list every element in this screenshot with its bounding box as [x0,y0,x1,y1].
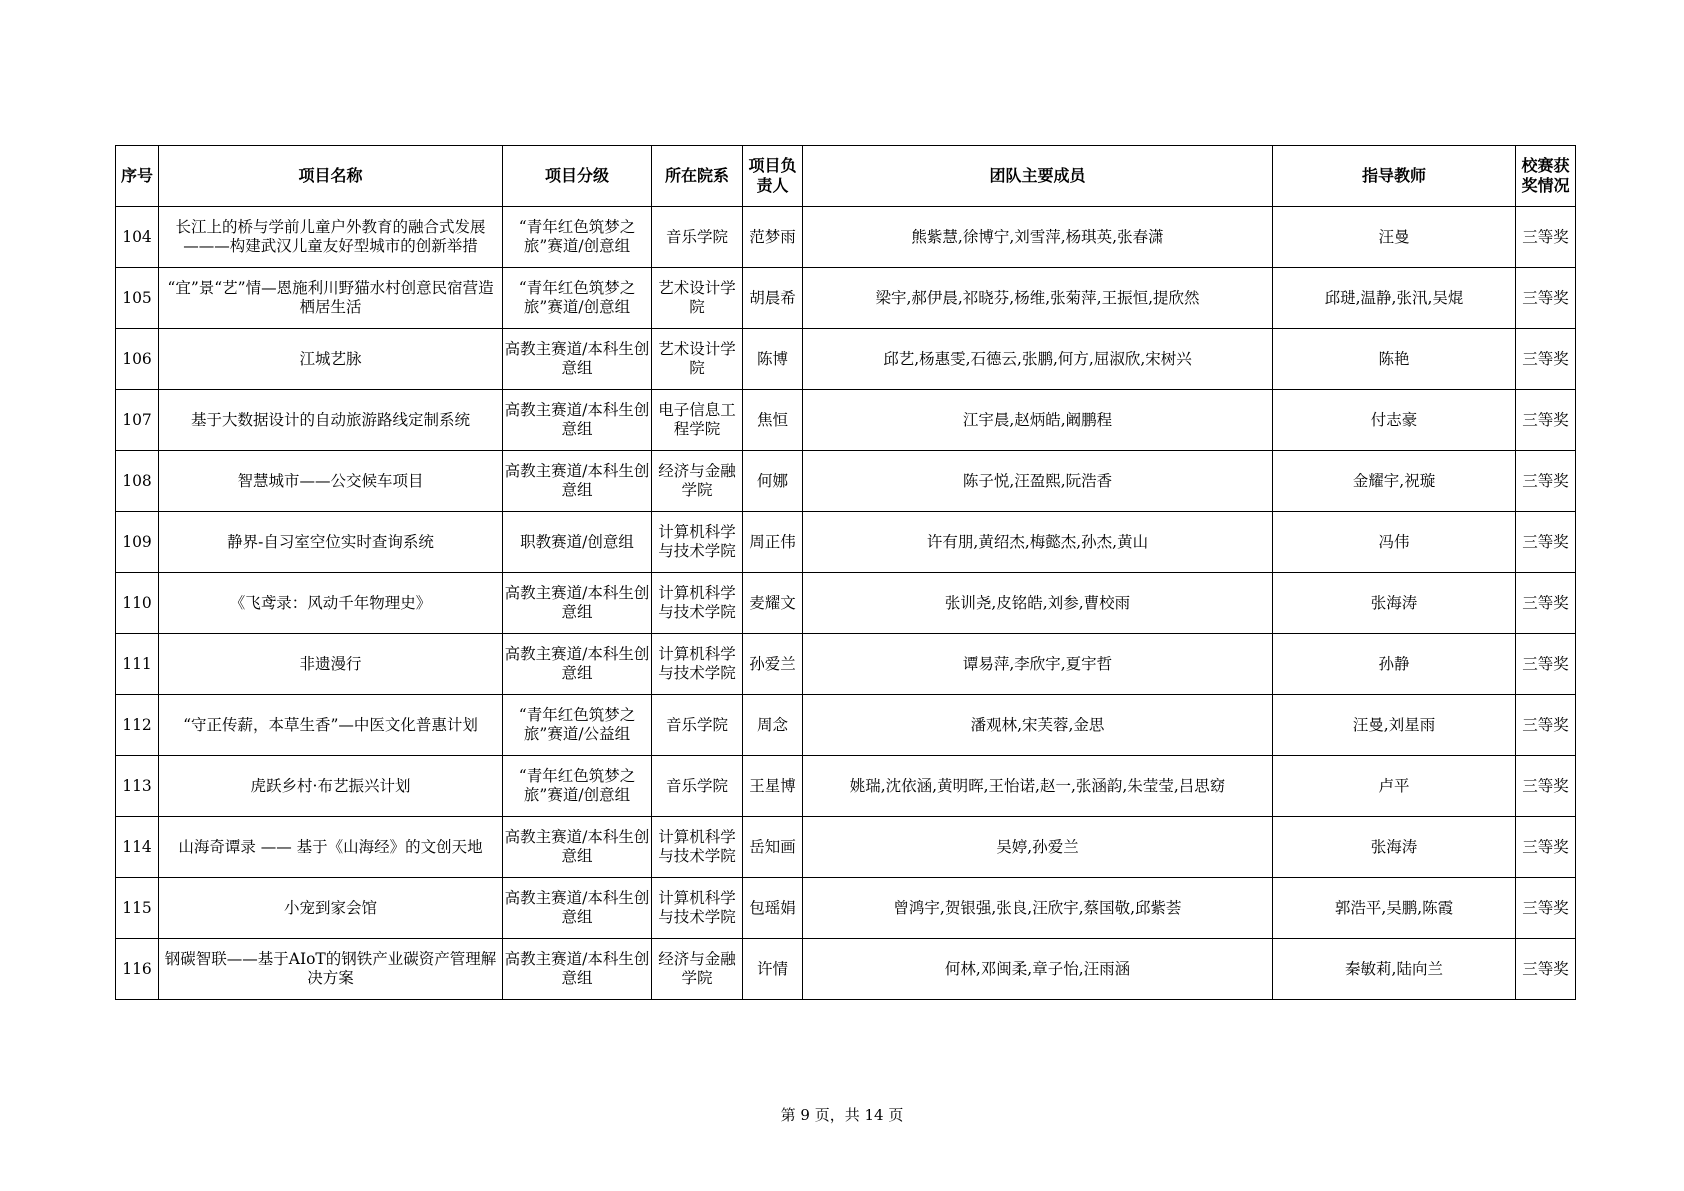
cell-award: 三等奖 [1516,695,1576,756]
cell-seq: 110 [116,573,159,634]
cell-seq: 109 [116,512,159,573]
cell-category: 高教主赛道/本科生创意组 [503,390,652,451]
cell-college: 艺术设计学院 [652,329,743,390]
cell-award: 三等奖 [1516,268,1576,329]
cell-college: 计算机科学与技术学院 [652,878,743,939]
table-header-row [116,146,1576,207]
cell-college: 经济与金融学院 [652,451,743,512]
cell-members: 曾鸿宇,贺银强,张良,汪欣宇,蔡国敬,邱紫荟 [803,878,1273,939]
cell-college: 艺术设计学院 [652,268,743,329]
cell-leader: 岳知画 [743,817,803,878]
cell-leader: 麦耀文 [743,573,803,634]
cell-advisor: 邱琎,温静,张汛,吴焜 [1273,268,1516,329]
cell-award: 三等奖 [1516,512,1576,573]
cell-seq: 106 [116,329,159,390]
cell-category: 高教主赛道/本科生创意组 [503,329,652,390]
cell-leader: 胡晨希 [743,268,803,329]
cell-college: 计算机科学与技术学院 [652,817,743,878]
cell-project-name: 山海奇谭录 —— 基于《山海经》的文创天地 [159,817,503,878]
cell-members: 陈子悦,汪盈熙,阮浩香 [803,451,1273,512]
cell-award: 三等奖 [1516,451,1576,512]
cell-category: 高教主赛道/本科生创意组 [503,817,652,878]
table-row [116,390,1576,451]
cell-members: 谭易萍,李欣宇,夏宇哲 [803,634,1273,695]
cell-seq: 108 [116,451,159,512]
table-row [116,878,1576,939]
cell-leader: 范梦雨 [743,207,803,268]
cell-members: 姚瑞,沈依涵,黄明晖,王怡诺,赵一,张涵韵,朱莹莹,吕思窈 [803,756,1273,817]
award-table [115,145,1576,1000]
cell-college: 经济与金融学院 [652,939,743,1000]
table-row [116,268,1576,329]
cell-project-name: 虎跃乡村·布艺振兴计划 [159,756,503,817]
cell-advisor: 郭浩平,吴鹏,陈霞 [1273,878,1516,939]
table-row [116,695,1576,756]
cell-advisor: 孙静 [1273,634,1516,695]
cell-award: 三等奖 [1516,878,1576,939]
cell-seq: 105 [116,268,159,329]
cell-seq: 107 [116,390,159,451]
table-row [116,451,1576,512]
table-row [116,756,1576,817]
page-number-footer: 第 9 页，共 14 页 [780,1106,904,1124]
cell-category: 高教主赛道/本科生创意组 [503,634,652,695]
cell-project-name: “宜”景“艺”情—恩施利川野猫水村创意民宿营造栖居生活 [159,268,503,329]
cell-project-name: 小宠到家会馆 [159,878,503,939]
cell-category: 高教主赛道/本科生创意组 [503,939,652,1000]
cell-leader: 焦恒 [743,390,803,451]
cell-advisor: 秦敏莉,陆向兰 [1273,939,1516,1000]
header-advisor: 指导教师 [1273,146,1516,207]
cell-award: 三等奖 [1516,329,1576,390]
cell-award: 三等奖 [1516,817,1576,878]
cell-advisor: 张海涛 [1273,573,1516,634]
cell-seq: 116 [116,939,159,1000]
cell-advisor: 冯伟 [1273,512,1516,573]
cell-category: 高教主赛道/本科生创意组 [503,878,652,939]
cell-members: 江宇晨,赵炳皓,阚鹏程 [803,390,1273,451]
cell-category: “青年红色筑梦之旅”赛道/公益组 [503,695,652,756]
cell-members: 吴婷,孙爱兰 [803,817,1273,878]
cell-members: 许有朋,黄绍杰,梅懿杰,孙杰,黄山 [803,512,1273,573]
table-row [116,939,1576,1000]
header-award: 校赛获奖情况 [1516,146,1576,207]
cell-seq: 104 [116,207,159,268]
cell-advisor: 张海涛 [1273,817,1516,878]
cell-leader: 孙爱兰 [743,634,803,695]
header-members: 团队主要成员 [803,146,1273,207]
cell-project-name: 钢碳智联——基于AIoT的钢铁产业碳资产管理解决方案 [159,939,503,1000]
cell-members: 梁宇,郝伊晨,祁晓芬,杨维,张菊萍,王振恒,提欣然 [803,268,1273,329]
cell-award: 三等奖 [1516,207,1576,268]
cell-category: “青年红色筑梦之旅”赛道/创意组 [503,268,652,329]
cell-project-name: 智慧城市——公交候车项目 [159,451,503,512]
cell-project-name: “守正传薪，本草生香”—中医文化普惠计划 [159,695,503,756]
cell-members: 何林,邓闽柔,章子怡,汪雨涵 [803,939,1273,1000]
cell-advisor: 金耀宇,祝璇 [1273,451,1516,512]
cell-members: 张训尧,皮铭皓,刘参,曹校雨 [803,573,1273,634]
cell-leader: 王星博 [743,756,803,817]
cell-project-name: 非遗漫行 [159,634,503,695]
table-row [116,634,1576,695]
cell-college: 音乐学院 [652,207,743,268]
cell-category: “青年红色筑梦之旅”赛道/创意组 [503,756,652,817]
table-row [116,207,1576,268]
cell-advisor: 汪曼 [1273,207,1516,268]
table-row [116,817,1576,878]
cell-college: 电子信息工程学院 [652,390,743,451]
cell-category: “青年红色筑梦之旅”赛道/创意组 [503,207,652,268]
cell-category: 高教主赛道/本科生创意组 [503,451,652,512]
cell-leader: 陈博 [743,329,803,390]
cell-project-name: 江城艺脉 [159,329,503,390]
cell-project-name: 长江上的桥与学前儿童户外教育的融合式发展———构建武汉儿童友好型城市的创新举措 [159,207,503,268]
cell-award: 三等奖 [1516,756,1576,817]
cell-college: 计算机科学与技术学院 [652,573,743,634]
cell-award: 三等奖 [1516,634,1576,695]
cell-project-name: 《飞鸢录：风动千年物理史》 [159,573,503,634]
cell-seq: 111 [116,634,159,695]
cell-college: 音乐学院 [652,756,743,817]
cell-advisor: 付志豪 [1273,390,1516,451]
cell-college: 计算机科学与技术学院 [652,512,743,573]
award-list-sheet [115,145,1575,1000]
cell-leader: 周念 [743,695,803,756]
table-row [116,329,1576,390]
header-leader: 项目负责人 [743,146,803,207]
table-row [116,573,1576,634]
header-category: 项目分级 [503,146,652,207]
cell-advisor: 卢平 [1273,756,1516,817]
cell-leader: 许情 [743,939,803,1000]
cell-members: 熊紫慧,徐博宁,刘雪萍,杨琪英,张春潇 [803,207,1273,268]
cell-seq: 113 [116,756,159,817]
cell-seq: 114 [116,817,159,878]
table-row [116,512,1576,573]
header-seq: 序号 [116,146,159,207]
cell-category: 职教赛道/创意组 [503,512,652,573]
cell-college: 音乐学院 [652,695,743,756]
cell-award: 三等奖 [1516,390,1576,451]
cell-members: 潘观林,宋芙蓉,金思 [803,695,1273,756]
cell-college: 计算机科学与技术学院 [652,634,743,695]
cell-members: 邱艺,杨惠雯,石德云,张鹏,何方,屈淑欣,宋树兴 [803,329,1273,390]
header-project-name: 项目名称 [159,146,503,207]
cell-advisor: 汪曼,刘星雨 [1273,695,1516,756]
cell-award: 三等奖 [1516,573,1576,634]
cell-seq: 112 [116,695,159,756]
cell-leader: 周正伟 [743,512,803,573]
cell-project-name: 静界-自习室空位实时查询系统 [159,512,503,573]
cell-award: 三等奖 [1516,939,1576,1000]
cell-seq: 115 [116,878,159,939]
cell-leader: 何娜 [743,451,803,512]
cell-project-name: 基于大数据设计的自动旅游路线定制系统 [159,390,503,451]
cell-advisor: 陈艳 [1273,329,1516,390]
cell-category: 高教主赛道/本科生创意组 [503,573,652,634]
cell-leader: 包瑶娟 [743,878,803,939]
header-college: 所在院系 [652,146,743,207]
